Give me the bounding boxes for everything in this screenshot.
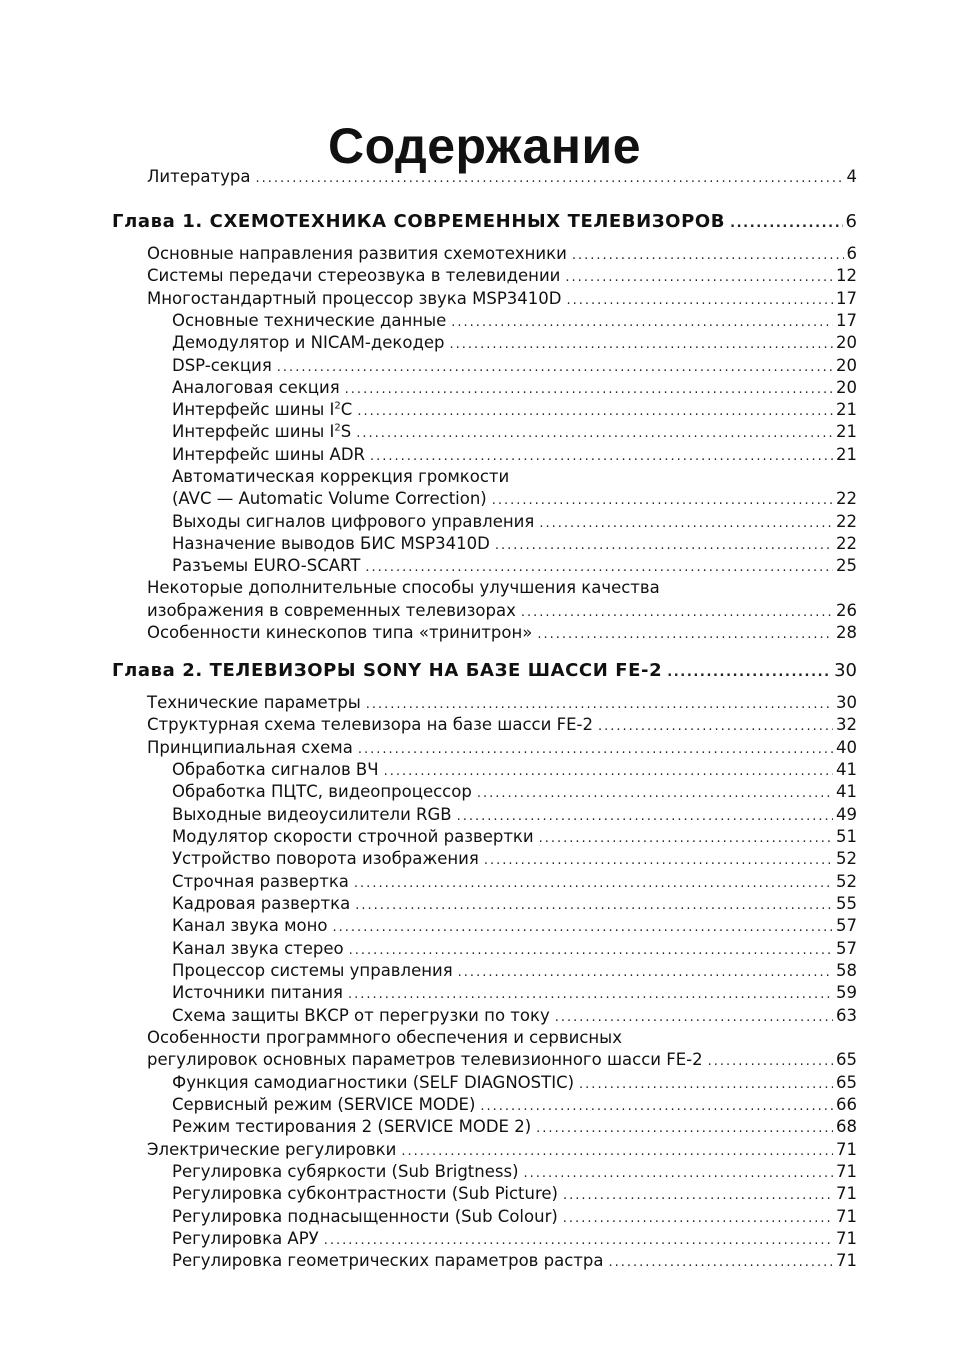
dot-leader [524, 1163, 834, 1185]
toc-entry[interactable] [147, 600, 857, 624]
toc-entry-page: 65 [836, 1050, 857, 1069]
toc-entry-title: Некоторые дополнительные способы улучшения качества [147, 578, 660, 597]
toc-subentry[interactable] [172, 377, 857, 401]
toc-entry[interactable] [147, 737, 857, 761]
toc-entry-literature[interactable] [147, 166, 857, 190]
toc-entry-page: 66 [836, 1095, 857, 1114]
toc-entry-title: Принципиальная схема [147, 738, 353, 757]
toc-entry-title: Электрические регулировки [147, 1140, 397, 1159]
toc-subentry[interactable] [172, 310, 857, 334]
toc-subentry[interactable] [172, 938, 857, 962]
dot-leader [358, 739, 833, 761]
toc-entry-title: Особенности кинескопов типа «тринитрон» [147, 623, 533, 642]
toc-entry-page: 17 [836, 289, 857, 308]
toc-entry-page: 41 [836, 760, 857, 779]
toc-entry-page: 21 [836, 445, 857, 464]
dot-leader [667, 661, 831, 685]
toc-entry-title: Функция самодиагностики (SELF DIAGNOSTIC) [172, 1073, 575, 1092]
dot-leader [539, 828, 833, 850]
toc-entry-page: 28 [836, 623, 857, 642]
toc-subentry[interactable] [172, 826, 857, 850]
dot-leader [477, 783, 833, 805]
toc-entry-title: DSP-секция [172, 356, 272, 375]
toc-chapter-2[interactable] [112, 659, 857, 685]
toc-entry-page: 22 [836, 489, 857, 508]
toc-entry-title: Источники питания [172, 983, 343, 1002]
toc-entry-page: 22 [836, 534, 857, 553]
toc-subentry[interactable] [172, 1094, 857, 1118]
toc-entry-page: 49 [836, 805, 857, 824]
toc-entry[interactable] [147, 243, 857, 267]
dot-leader [598, 716, 833, 738]
dot-leader [324, 1230, 833, 1252]
toc-entry-title: Системы передачи стереозвука в телевидении [147, 266, 561, 285]
toc-subentry[interactable] [172, 332, 857, 356]
page-title: Содержание [327, 117, 642, 174]
toc-entry-page: 17 [836, 311, 857, 330]
toc-subentry[interactable] [172, 355, 857, 379]
toc-subentry[interactable] [172, 399, 857, 423]
toc-entry-title: Строчная развертка [172, 872, 349, 891]
toc-entry-title: Назначение выводов БИС MSP3410D [172, 534, 490, 553]
dot-leader [484, 850, 833, 872]
dot-leader [555, 1007, 833, 1029]
toc-entry-page: 30 [836, 693, 857, 712]
dot-leader [357, 401, 833, 423]
toc-subentry[interactable] [172, 871, 857, 895]
dot-leader [521, 602, 833, 624]
dot-leader [333, 917, 833, 939]
toc-entry-page: 51 [836, 827, 857, 846]
toc-subentry[interactable] [172, 915, 857, 939]
title-part: Интерфейс шины I [172, 422, 335, 441]
toc-subentry[interactable] [172, 1072, 857, 1096]
toc-entry-title: Автоматическая коррекция громкости [172, 467, 510, 486]
toc-entry-title: Обработка сигналов ВЧ [172, 760, 379, 779]
toc-subentry[interactable] [172, 1206, 857, 1230]
toc-entry-title: Обработка ПЦТС, видеопроцессор [172, 782, 472, 801]
toc-subentry[interactable] [172, 555, 857, 579]
toc-entry-page: 52 [836, 872, 857, 891]
dot-leader [451, 312, 833, 334]
dot-leader [354, 873, 833, 895]
toc-entry-title: Многостандартный процессор звука MSP3410D [147, 289, 562, 308]
toc-entry-page: 57 [836, 939, 857, 958]
toc-entry-title: Интерфейс шины ADR [172, 445, 366, 464]
toc-entry-page: 71 [836, 1207, 857, 1226]
toc-entry-page: 20 [836, 333, 857, 352]
chapter-title: Глава 2. ТЕЛЕВИЗОРЫ SONY НА БАЗЕ ШАССИ FE-2 [112, 660, 663, 681]
dot-leader [349, 940, 833, 962]
toc-entry-page: 20 [836, 378, 857, 397]
dot-leader [539, 513, 833, 535]
toc-entry-page: 71 [836, 1251, 857, 1270]
dot-leader [277, 357, 833, 379]
dot-leader [609, 1252, 834, 1274]
toc-entry-page: 55 [836, 894, 857, 913]
toc-subentry[interactable] [172, 1228, 857, 1252]
toc-entry-page: 4 [846, 167, 857, 186]
toc-subentry[interactable] [172, 759, 857, 783]
toc-subentry[interactable] [172, 804, 857, 828]
toc-entry-page: 21 [836, 400, 857, 419]
dot-leader [537, 624, 833, 646]
toc-entry-title: Кадровая развертка [172, 894, 351, 913]
toc-entry-title: Особенности программного обеспечения и сервисных [147, 1028, 622, 1047]
toc-entry[interactable] [147, 265, 857, 289]
toc-entry-page: 68 [836, 1117, 857, 1136]
toc-entry-page: 59 [836, 983, 857, 1002]
toc-entry-title: Регулировка субяркости (Sub Brigtness) [172, 1162, 519, 1181]
toc-entry-title [172, 399, 352, 421]
toc-subentry[interactable] [172, 511, 857, 535]
chapter-title: Глава 1. СХЕМОТЕХНИКА СОВРЕМЕННЫХ ТЕЛЕВИЗОРОВ [112, 211, 726, 232]
toc-entry-page: 40 [836, 738, 857, 757]
toc-entry-title [172, 421, 351, 443]
toc-entry-page: 71 [836, 1184, 857, 1203]
toc-subentry[interactable] [172, 893, 857, 917]
dot-leader [536, 1118, 833, 1140]
toc-entry-title: Выходные видеоусилители RGB [172, 805, 452, 824]
toc-entry-page: 63 [836, 1006, 857, 1025]
dot-leader [356, 423, 833, 445]
title-part: Интерфейс шины I [172, 400, 335, 419]
dot-leader [348, 984, 833, 1006]
toc-subentry[interactable] [172, 488, 857, 512]
toc-entry[interactable] [147, 1049, 857, 1073]
dot-leader [449, 334, 833, 356]
dot-leader [563, 1185, 833, 1207]
toc-entry-title: Основные направления развития схемотехники [147, 244, 567, 263]
toc-entry-title: Канал звука стерео [172, 939, 344, 958]
dot-leader [708, 1051, 833, 1073]
toc-entry[interactable] [147, 692, 857, 716]
toc-entry-page: 20 [836, 356, 857, 375]
dot-leader [365, 557, 833, 579]
dot-leader [345, 379, 833, 401]
chapter-page: 6 [845, 211, 857, 232]
dot-leader [457, 806, 833, 828]
toc-entry-title: Выходы сигналов цифрового управления [172, 512, 535, 531]
toc-entry-line1[interactable] [147, 1027, 857, 1049]
dot-leader [384, 761, 833, 783]
toc-entry-page: 71 [836, 1162, 857, 1181]
toc-entry-title: Структурная схема телевизора на базе шасси FE-2 [147, 715, 593, 734]
toc-subentry[interactable] [172, 444, 857, 468]
toc-subentry[interactable] [172, 533, 857, 557]
toc-entry-title: Режим тестирования 2 (SERVICE MODE 2) [172, 1117, 532, 1136]
toc-entry-page: 71 [836, 1229, 857, 1248]
toc-entry-title: изображения в современных телевизорах [147, 601, 516, 620]
toc-entry-title: Процессор системы управления [172, 961, 453, 980]
toc-entry[interactable] [147, 714, 857, 738]
dot-leader [255, 168, 843, 190]
dot-leader [567, 290, 834, 312]
toc-entry-page: 32 [836, 715, 857, 734]
toc-entry-page: 12 [836, 266, 857, 285]
dot-leader [572, 245, 844, 267]
dot-leader [401, 1141, 833, 1163]
toc-entry-page: 21 [836, 422, 857, 441]
toc-entry-page: 71 [836, 1140, 857, 1159]
toc-entry-page: 52 [836, 849, 857, 868]
toc-entry-page: 25 [836, 556, 857, 575]
toc-entry-title: Основные технические данные [172, 311, 447, 330]
toc-entry-page: 41 [836, 782, 857, 801]
dot-leader [480, 1096, 833, 1118]
toc-subentry[interactable] [172, 1116, 857, 1140]
toc-subentry[interactable] [172, 1250, 857, 1274]
toc-subentry[interactable] [172, 781, 857, 805]
toc-entry[interactable] [147, 1139, 857, 1163]
superscript: 2 [334, 422, 341, 434]
toc-entry-page: 6 [846, 244, 857, 263]
toc-subentry[interactable] [172, 982, 857, 1006]
dot-leader [563, 1208, 833, 1230]
toc-subentry[interactable] [172, 421, 857, 445]
dot-leader [495, 535, 833, 557]
toc-entry-page: 26 [836, 601, 857, 620]
title-part: S [340, 422, 352, 441]
toc-entry[interactable] [147, 288, 857, 312]
toc-subentry[interactable] [172, 1183, 857, 1207]
toc-entry-title: Литература [147, 167, 251, 186]
title-part: C [340, 400, 353, 419]
toc-entry-title: Демодулятор и NICAM-декодер [172, 333, 445, 352]
toc-entry-title: Аналоговая секция [172, 378, 340, 397]
dot-leader [366, 694, 833, 716]
dot-leader [565, 267, 833, 289]
toc-entry-title: регулировок основных параметров телевизионного шасси FE-2 [147, 1050, 703, 1069]
toc-subentry[interactable] [172, 960, 857, 984]
dot-leader [492, 490, 833, 512]
dot-leader [370, 446, 833, 468]
superscript: 2 [334, 400, 341, 412]
toc-subentry-line1[interactable] [172, 466, 857, 488]
toc-entry-title: Устройство поворота изображения [172, 849, 479, 868]
toc-entry-title: Канал звука моно [172, 916, 328, 935]
toc-chapter-1[interactable] [112, 210, 857, 236]
dot-leader [730, 212, 842, 236]
chapter-page: 30 [834, 660, 857, 681]
toc-entry-page: 22 [836, 512, 857, 531]
toc-entry-title: Сервисный режим (SERVICE MODE) [172, 1095, 476, 1114]
toc-entry-page: 65 [836, 1073, 857, 1092]
toc-entry-title: Регулировка субконтрастности (Sub Picture) [172, 1184, 558, 1203]
toc-entry-page: 57 [836, 916, 857, 935]
toc-entry-title: Схема защиты ВКСР от перегрузки по току [172, 1006, 550, 1025]
dot-leader [355, 895, 833, 917]
toc-entry-line1[interactable] [147, 577, 857, 599]
toc-entry-title: Модулятор скорости строчной развертки [172, 827, 534, 846]
toc-subentry[interactable] [172, 1161, 857, 1185]
toc-entry-title: Регулировка АРУ [172, 1229, 319, 1248]
toc-subentry[interactable] [172, 848, 857, 872]
toc-entry-title: Разъемы EURO-SCART [172, 556, 361, 575]
toc-subentry[interactable] [172, 1005, 857, 1029]
toc-entry-title: (AVC — Automatic Volume Correction) [172, 489, 487, 508]
dot-leader [458, 962, 833, 984]
toc-entry-title: Регулировка поднасыщенности (Sub Colour) [172, 1207, 558, 1226]
toc-entry[interactable] [147, 622, 857, 646]
toc-entry-title: Технические параметры [147, 693, 361, 712]
toc-entry-page: 58 [836, 961, 857, 980]
dot-leader [579, 1074, 833, 1096]
toc-entry-title: Регулировка геометрических параметров растра [172, 1251, 604, 1270]
